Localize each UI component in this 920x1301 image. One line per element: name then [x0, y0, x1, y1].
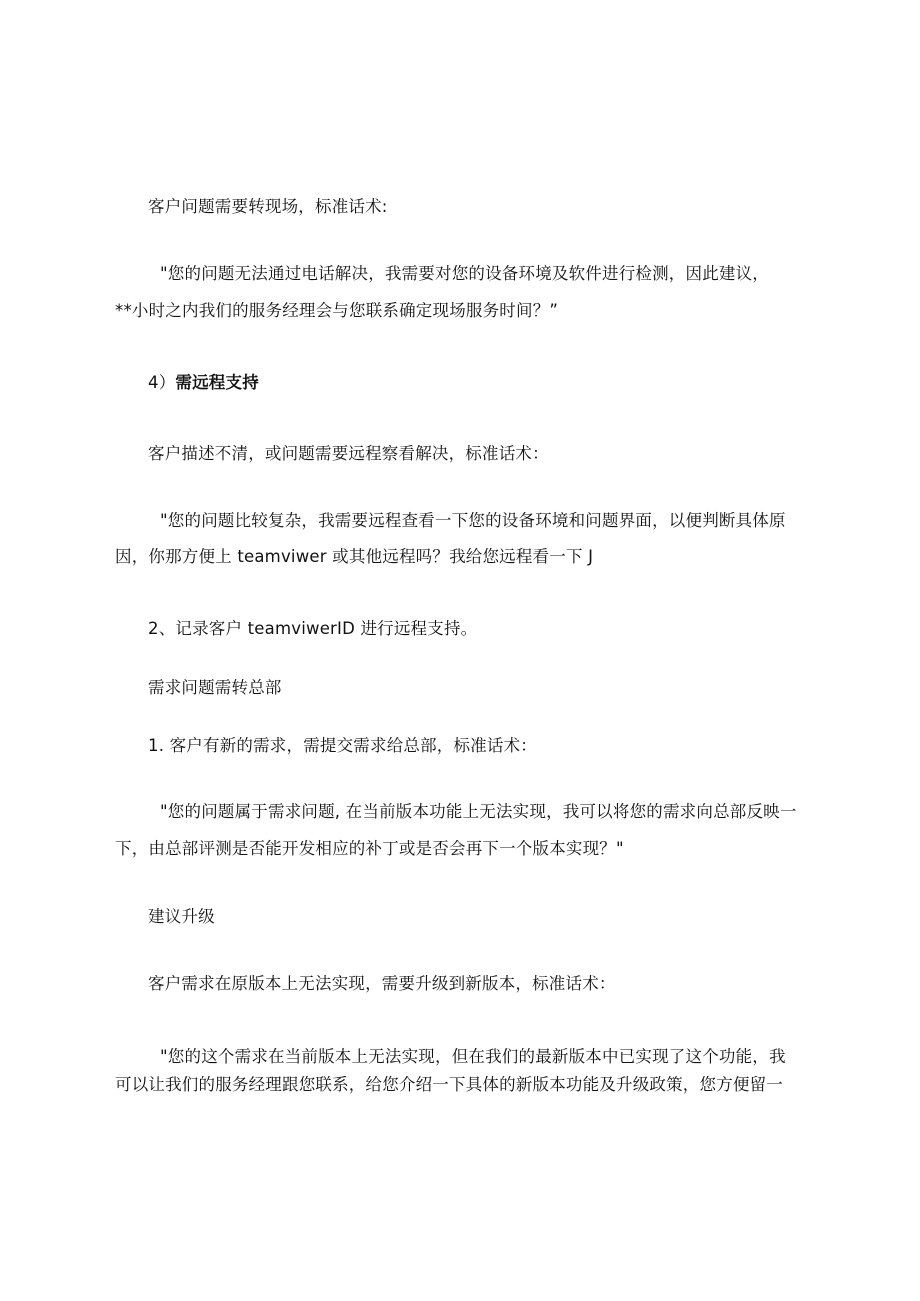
onsite-intro: 客户问题需要转现场，标准话术:	[148, 197, 388, 216]
requirement-script-line-1: "您的问题属于需求问题, 在当前版本功能上无法实现，我可以将您的需求向总部反映一	[160, 802, 797, 821]
hq-transfer-heading: 需求问题需转总部	[148, 678, 282, 697]
onsite-script-line-2: **小时之内我们的服务经理会与您联系确定现场服务时间？”	[115, 301, 559, 320]
upgrade-script-line-1: "您的这个需求在当前版本上无法实现，但在我们的最新版本中已实现了这个功能，我	[160, 1047, 786, 1066]
onsite-script-line-1: "您的问题无法通过电话解决，我需要对您的设备环境及软件进行检测，因此建议，	[160, 264, 769, 283]
record-teamviewer-id: 2、记录客户 teamviwerID 进行远程支持。	[148, 619, 478, 638]
upgrade-intro: 客户需求在原版本上无法实现，需要升级到新版本，标准话术：	[148, 974, 616, 993]
section-number: 4）	[148, 373, 176, 392]
section-heading-remote	[148, 372, 259, 394]
remote-script-line-2: 因，你那方便上 teamviwer 或其他远程吗？我给您远程看一下 J	[115, 547, 594, 566]
new-requirement-intro: 1. 客户有新的需求，需提交需求给总部，标准话术：	[148, 736, 537, 755]
upgrade-heading: 建议升级	[148, 907, 215, 926]
upgrade-script-line-2: 可以让我们的服务经理跟您联系，给您介绍一下具体的新版本功能及升级政策，您方便留一	[115, 1075, 783, 1094]
remote-script-line-1: "您的问题比较复杂，我需要远程查看一下您的设备环境和问题界面，以便判断具体原	[160, 511, 786, 530]
remote-intro: 客户描述不清，或问题需要远程察看解决，标准话术：	[148, 444, 549, 463]
section-title: 需远程支持	[175, 373, 259, 392]
requirement-script-line-2: 下，由总部评测是否能开发相应的补丁或是否会再下一个版本实现？"	[115, 839, 624, 858]
